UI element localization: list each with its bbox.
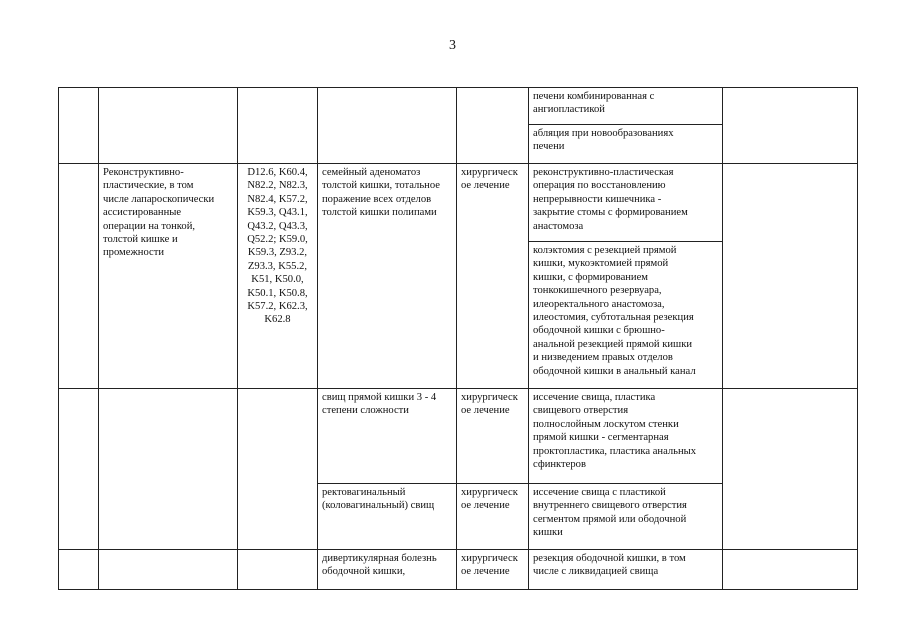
method-text-line: тонкокишечного резервуара, [533, 285, 662, 297]
code-line: K62.8 [264, 314, 291, 326]
table-row [59, 164, 858, 242]
index-cell [59, 550, 99, 590]
treatment-line: ое лечение [461, 500, 510, 512]
code-line: N82.4, K57.2, [247, 193, 308, 205]
method-text-line: сфинктеров [533, 459, 586, 471]
treatment-cell [457, 484, 529, 550]
method-text-line: илеостомия, субтотальная резекция [533, 312, 694, 324]
diagnosis-line: толстой кишки полипами [322, 207, 437, 219]
method-cell [529, 484, 723, 550]
tariff-cell [723, 164, 858, 389]
group-name-line: операции на тонкой, [103, 220, 196, 232]
treatment-line: ое лечение [461, 566, 510, 578]
treatment-cell [457, 164, 529, 389]
method-text-line: абляция при новообразованиях [533, 128, 674, 139]
treatment-line: ое лечение [461, 405, 510, 417]
method-text-line: сегментом прямой или ободочной [533, 513, 687, 525]
method-cell [529, 242, 723, 389]
codes-cell [238, 88, 318, 164]
code-line: K51, K50.0, [251, 274, 304, 286]
method-text-line: числе с ликвидацией свища [533, 566, 659, 578]
treatment-cell [457, 88, 529, 164]
group-name-line: ассистированные [103, 207, 182, 219]
method-cell [529, 389, 723, 484]
method-text-line: анастомоза [533, 220, 584, 232]
code-line: Z93.3, K55.2, [247, 260, 308, 272]
method-text-line: резекция ободочной кишки, в том [533, 553, 686, 564]
table-row [59, 88, 858, 125]
code-line: D12.6, K60.4, [247, 167, 308, 178]
table-row [59, 550, 858, 590]
method-text-line: ободочной кишки с брюшно- [533, 325, 665, 337]
diagnosis-line: поражение всех отделов [322, 193, 432, 205]
method-text-line: иссечение свища с пластикой [533, 487, 666, 498]
method-cell [529, 550, 723, 590]
treatment-line: ое лечение [461, 180, 510, 192]
group-name-cell [99, 164, 238, 389]
diagnosis-line: семейный аденоматоз [322, 167, 421, 178]
group-name-cell [99, 389, 238, 550]
treatment-cell [457, 550, 529, 590]
code-line: K50.1, K50.8, [247, 287, 308, 299]
treatment-line: хирургическ [461, 392, 518, 403]
code-line: N82.2, N82.3, [247, 180, 308, 192]
diagnosis-cell [318, 389, 457, 484]
method-text-line: полнослойным лоскутом стенки [533, 418, 679, 430]
diagnosis-line: ректовагинальный [322, 487, 406, 498]
codes-cell [238, 550, 318, 590]
method-text-line: илеоректального анастомоза, [533, 298, 665, 310]
codes-cell [238, 389, 318, 550]
method-text-line: внутреннего свищевого отверстия [533, 500, 687, 512]
code-line: K59.3, Q43.1, [247, 207, 308, 219]
method-cell [529, 88, 723, 125]
medical-care-table [58, 87, 858, 590]
diagnosis-line: толстой кишки, тотальное [322, 180, 440, 192]
diagnosis-cell [318, 484, 457, 550]
diagnosis-line: дивертикулярная болезнь [322, 553, 437, 564]
method-text-line: свищевого отверстия [533, 405, 629, 417]
group-name-line: Реконструктивно- [103, 167, 184, 178]
code-line: Q52.2; K59.0, [247, 234, 308, 246]
diagnosis-line: свищ прямой кишки 3 - 4 [322, 392, 437, 403]
method-text-line: кишки [533, 527, 563, 539]
treatment-line: хирургическ [461, 487, 518, 498]
method-text-line: печени комбинированная с [533, 91, 655, 102]
diagnosis-cell [318, 550, 457, 590]
codes-cell [238, 164, 318, 389]
index-cell [59, 88, 99, 164]
diagnosis-line: степени сложности [322, 405, 409, 417]
method-text-line: анальной резекцией прямой кишки [533, 338, 693, 350]
method-text-line: печени [533, 141, 565, 153]
diagnosis-cell [318, 88, 457, 164]
method-cell [529, 164, 723, 242]
treatment-line: хирургическ [461, 553, 518, 564]
tariff-cell [723, 550, 858, 590]
index-cell [59, 389, 99, 550]
method-cell [529, 125, 723, 164]
method-text-line: кишки, мукоэктомией прямой [533, 258, 669, 270]
group-name-line: толстой кишке и [103, 234, 178, 246]
method-text-line: непрерывности кишечника - [533, 193, 662, 205]
tariff-cell [723, 389, 858, 550]
method-text-line: проктопластика, пластика анальных [533, 445, 697, 457]
method-text-line: и низведением правых отделов [533, 352, 673, 364]
treatment-cell [457, 389, 529, 484]
method-text-line: закрытие стомы с формированием [533, 207, 688, 219]
group-name-line: промежности [103, 247, 165, 259]
method-text-line: ангиопластикой [533, 104, 605, 116]
group-name-cell [99, 88, 238, 164]
diagnosis-line: ободочной кишки, [322, 566, 406, 578]
diagnosis-cell [318, 164, 457, 389]
code-line: Q43.2, Q43.3, [247, 220, 308, 232]
method-text-line: кишки, с формированием [533, 271, 649, 283]
diagnosis-line: (коловагинальный) свищ [322, 500, 435, 512]
method-text-line: операция по восстановлению [533, 180, 666, 192]
method-text-line: прямой кишки - сегментарная [533, 432, 669, 444]
treatment-line: хирургическ [461, 167, 518, 178]
group-name-line: пластические, в том [103, 180, 194, 192]
code-line: K59.3, Z93.2, [247, 247, 308, 259]
index-cell [59, 164, 99, 389]
table-row [59, 389, 858, 484]
group-name-cell [99, 550, 238, 590]
tariff-cell [723, 88, 858, 164]
code-line: K57.2, K62.3, [247, 301, 308, 313]
page-number: 3 [449, 38, 456, 53]
method-text-line: колэктомия с резекцией прямой [533, 245, 677, 256]
method-text-line: ободочной кишки в анальный канал [533, 365, 696, 377]
method-text-line: реконструктивно-пластическая [533, 167, 674, 178]
group-name-line: числе лапароскопически [103, 193, 215, 205]
method-text-line: иссечение свища, пластика [533, 392, 656, 403]
